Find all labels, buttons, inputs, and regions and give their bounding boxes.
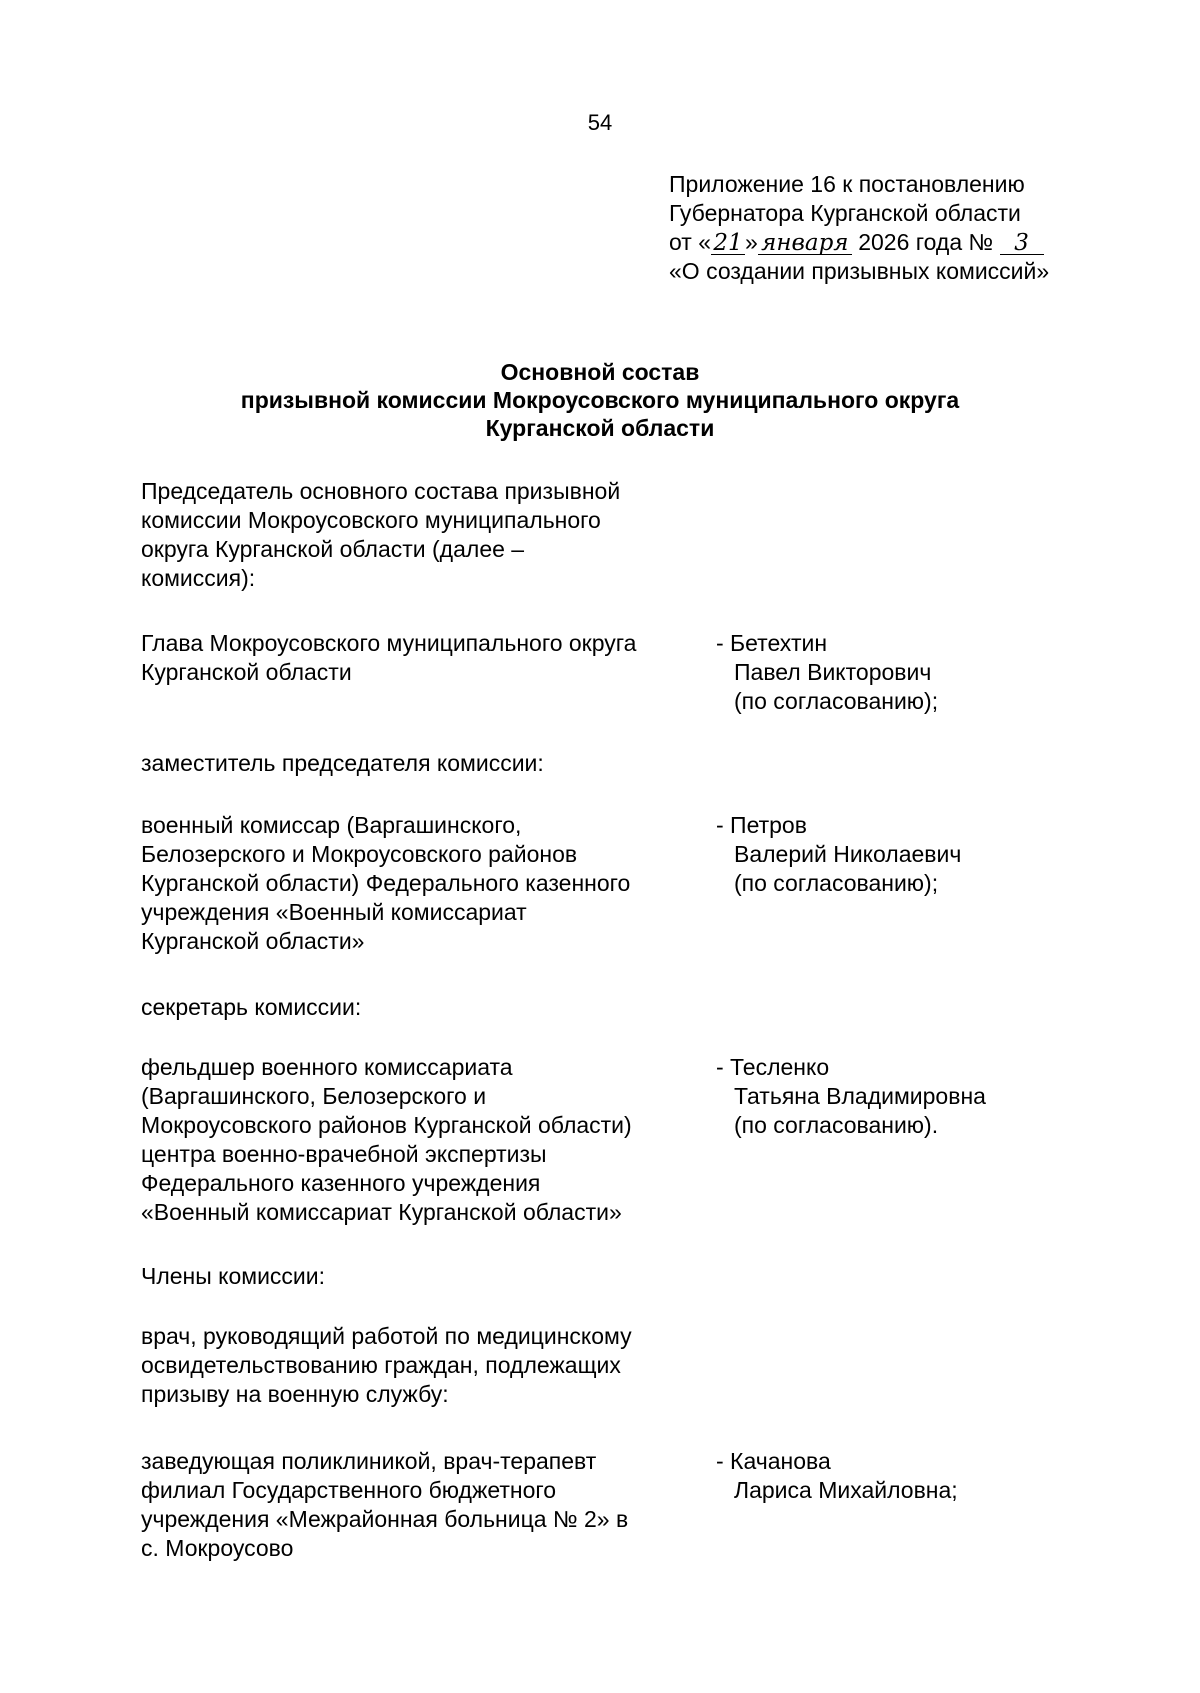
- title-line-3: Курганской области: [485, 415, 715, 441]
- text-line: - Тесленко: [716, 1054, 830, 1080]
- handwritten-month: января: [758, 232, 852, 255]
- annex-date-prefix: от «: [669, 229, 712, 255]
- doctor-header: [141, 1322, 632, 1409]
- text-line: Татьяна Владимировна: [734, 1083, 986, 1109]
- annex-date-year: 2026 года №: [851, 229, 1000, 255]
- text-line: Глава Мокроусовского муниципального округа: [141, 630, 637, 656]
- text-line: Курганской области) Федерального казенного: [141, 870, 631, 896]
- text-line: Лариса Михайловна;: [734, 1477, 958, 1503]
- annex-header: [669, 170, 1049, 286]
- text-line: с. Мокроусово: [141, 1535, 294, 1561]
- text-line: Мокроусовского районов Курганской области): [141, 1112, 632, 1138]
- text-line: учреждения «Межрайонная больница № 2» в: [141, 1506, 629, 1532]
- text-line: (Варгашинского, Белозерского и: [141, 1083, 487, 1109]
- text-line: «Военный комиссариат Курганской области»: [141, 1199, 622, 1225]
- text-line: Павел Викторович: [734, 659, 932, 685]
- text-line: - Петров: [716, 812, 807, 838]
- text-line: филиал Государственного бюджетного: [141, 1477, 557, 1503]
- title-line-2: призывной комиссии Мокроусовского муниципального округа: [240, 387, 960, 413]
- chairman-header: [141, 477, 620, 593]
- doctor-name: [716, 1447, 1116, 1505]
- members-header: Члены комиссии:: [141, 1263, 326, 1289]
- handwritten-day: 21: [711, 232, 745, 255]
- page-number: 54: [587, 110, 613, 135]
- title-line-1: Основной состав: [500, 359, 700, 385]
- secretary-name: [716, 1053, 1116, 1140]
- text-line: комиссии Мокроусовского муниципального: [141, 507, 601, 533]
- text-line: врач, руководящий работой по медицинскому: [141, 1323, 632, 1349]
- deputy-position: [141, 811, 701, 956]
- secretary-position: [141, 1053, 701, 1227]
- text-line: Председатель основного состава призывной: [141, 478, 621, 504]
- text-line: - Бетехтин: [716, 630, 828, 656]
- annex-line-4: «О создании призывных комиссий»: [669, 258, 1050, 284]
- text-line: округа Курганской области (далее –: [141, 536, 525, 562]
- text-line: военный комиссар (Варгашинского,: [141, 812, 522, 838]
- annex-line-2: Губернатора Курганской области: [669, 200, 1021, 226]
- annex-line-1: Приложение 16 к постановлению: [669, 171, 1025, 197]
- chairman-name: [716, 629, 1116, 716]
- text-line: Курганской области: [141, 659, 352, 685]
- annex-date-mid: »: [745, 229, 758, 255]
- chairman-position: [141, 629, 701, 687]
- text-line: заведующая поликлиникой, врач-терапевт: [141, 1448, 597, 1474]
- text-line: учреждения «Военный комиссариат: [141, 899, 527, 925]
- document-title: [0, 358, 1200, 442]
- handwritten-number: 3: [1000, 232, 1044, 255]
- text-line: комиссия):: [141, 565, 256, 591]
- text-line: - Качанова: [716, 1448, 831, 1474]
- deputy-header: заместитель председателя комиссии:: [141, 750, 544, 776]
- text-line: Федерального казенного учреждения: [141, 1170, 541, 1196]
- secretary-header: секретарь комиссии:: [141, 994, 362, 1020]
- text-line: (по согласованию);: [734, 870, 939, 896]
- text-line: Белозерского и Мокроусовского районов: [141, 841, 578, 867]
- text-line: Валерий Николаевич: [734, 841, 962, 867]
- text-line: Курганской области»: [141, 928, 365, 954]
- text-line: (по согласованию).: [734, 1112, 939, 1138]
- text-line: освидетельствованию граждан, подлежащих: [141, 1352, 621, 1378]
- text-line: центра военно-врачебной экспертизы: [141, 1141, 547, 1167]
- text-line: фельдшер военного комиссариата: [141, 1054, 513, 1080]
- annex-date-line: [669, 228, 1049, 257]
- deputy-name: [716, 811, 1116, 898]
- text-line: призыву на военную службу:: [141, 1381, 449, 1407]
- doctor-position: [141, 1447, 701, 1563]
- text-line: (по согласованию);: [734, 688, 939, 714]
